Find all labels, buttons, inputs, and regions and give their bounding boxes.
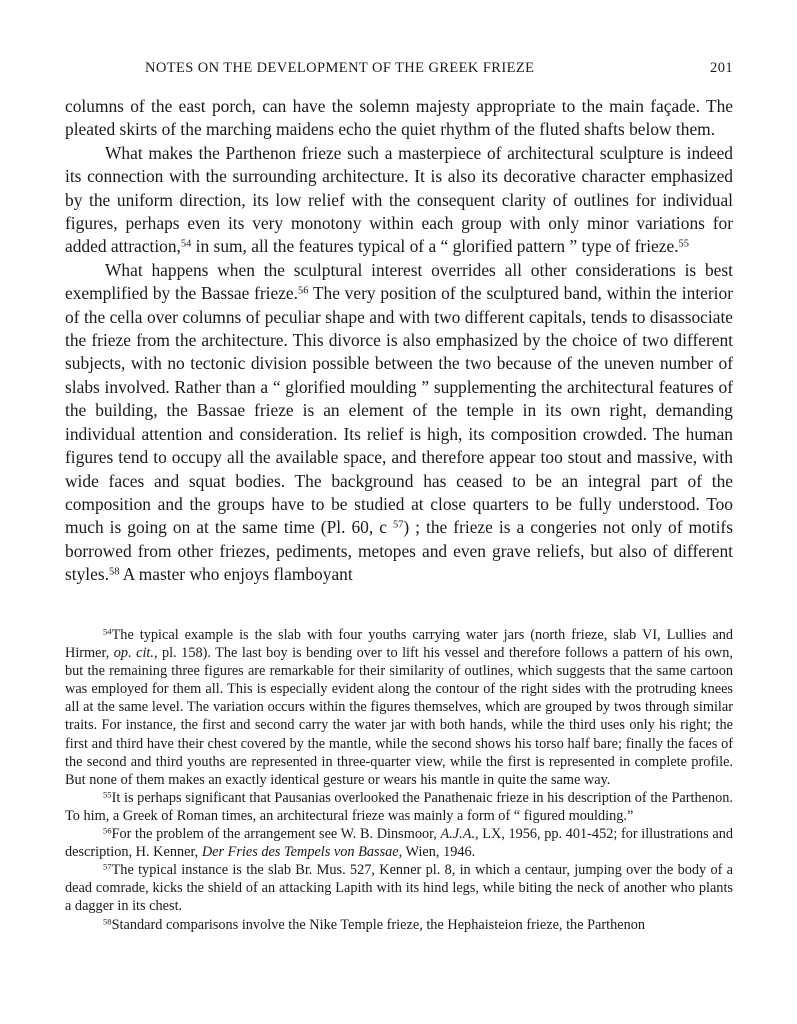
footnote-number: 54 [103, 626, 112, 637]
footnote-number: 56 [103, 825, 112, 836]
body-text [65, 95, 733, 587]
paragraph-1: columns of the east porch, can have the solemn majesty appropriate to the main façade. The pleated skirts of the marching maidens echo the quiet rhythm of the fluted shafts below them. [65, 96, 733, 140]
footnote-ref-58[interactable]: 58 [108, 566, 120, 578]
footnote-57: $^{57}$The typical instance is the slab Br. Mus. 527, Kenner pl. 8, in which a centaur, jumping over the body of a dead comrade, kicks the shield of an attacking Lapith with its hind legs, while biting the neck of another who plants a dagger in its chest. [65, 861, 733, 915]
footnote-ref-57[interactable]: 57 [392, 519, 404, 531]
footnote-number: 57 [103, 861, 112, 872]
paragraph-3: What happens when the sculptural interest overrides all other considerations is best exemplified by the Bassae frieze.$^{56}$ The very position of the sculptured band, within the interior of the cella over columns of peculiar shape and with two different capitals, tends to disassociate the frieze from the architecture. This divorce is also emphasized by the choice of two different subjects, with no tectonic division possible between the two because of the uneven number of slabs involved. Rather than a “ glorified moulding ” supplementing the architectural features of the building, the Bassae frieze is an element of the temple in its own right, demanding individual attention and consideration. Its relief is high, its composition crowded. The human figures tend to occupy all the available space, and therefore appear too stout and massive, with wide faces and squat bodies. The background has ceased to be an integral part of the composition and the groups have to be studied at close quarters to be fully understood. Too much is going on at the same time (Pl. 60, c $^{57}$) ; the frieze is a congeries not only of motifs borrowed from other friezes, pediments, metopes and even grave reliefs, but also of different styles.$^{58}$ A master who enjoys flamboyant [65, 259, 733, 585]
footnote-number: 55 [103, 789, 112, 800]
footnote-number: 58 [103, 915, 112, 926]
footnote-ref-56[interactable]: 56 [297, 285, 309, 297]
footnote-58: $^{58}$Standard comparisons involve the Nike Temple frieze, the Hephaisteion frieze, the Parthenon [103, 915, 646, 933]
paragraph-2: What makes the Parthenon frieze such a masterpiece of architectural sculpture is indeed its connection with the surrounding architecture. It is also its decorative character emphasized by the uniform direction, its low relief with the consequent clarity of outlines for individual figures, perhaps even its very monotony within each group with only minor variations for added attraction,$^{54}$ in sum, all the features typical of a “ glorified pattern ” type of frieze.$^{55}$ [65, 142, 733, 257]
footnote-54: $^{54}$The typical example is the slab with four youths carrying water jars (north frieze, slab VI, Lullies and Hirmer, op. cit., pl. 158). The last boy is bending over to lift his vessel and therefore follows a pattern of his own, but the remaining three figures are remarkable for their similarity of outlines, which suggests that the same cartoon was employed for them all. This is especially evident along the contour of the right sides with the protruding knees all at the same level. The variation occurs within the figures themselves, which are grouped by twos through similar traits. For instance, the first and second carry the water jar with both hands, while the third uses only his right; the first and third have their chest covered by the mantle, while the second shows his torso half bare; finally the faces of the second and third youths are represented in three-quarter view, while the first is represented in complete profile. But none of them makes an exactly identical gesture or wears his mantle in quite the same way. [65, 626, 733, 788]
footnote-ref-54[interactable]: 54 [180, 238, 192, 250]
footnote-ref-55[interactable]: 55 [678, 238, 689, 250]
running-head [65, 60, 733, 82]
running-title: NOTES ON THE DEVELOPMENT OF THE GREEK FRIEZE [145, 60, 535, 76]
footnotes [65, 626, 733, 934]
footnote-55: $^{55}$It is perhaps significant that Pausanias overlooked the Panathenaic frieze in his description of the Parthenon. To him, a Greek of Roman times, an architectural frieze was mainly a form of “ figured moulding.” [65, 789, 733, 824]
page-number: 201 [710, 60, 733, 76]
footnote-56: $^{56}$For the problem of the arrangement see W. B. Dinsmoor, A.J.A., LX, 1956, pp. 401-452; for illustrations and description, H. Kenner, Der Fries des Tempels von Bassae, Wien, 1946. [65, 825, 733, 861]
